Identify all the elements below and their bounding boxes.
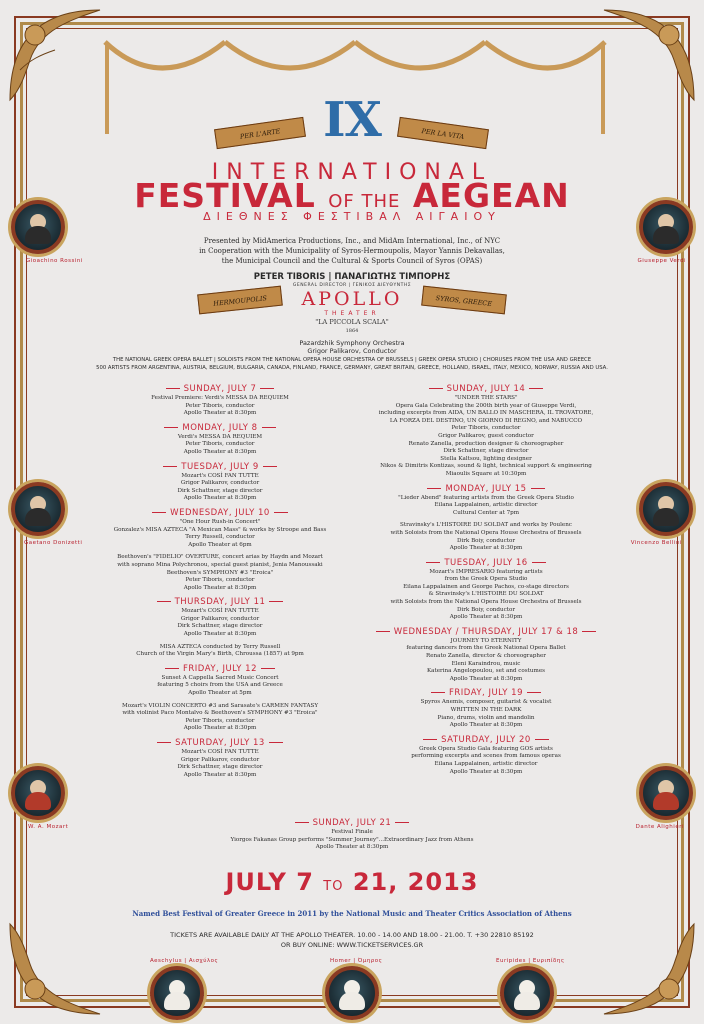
orchestra-conductor: Grigor Palikarov, Conductor (307, 347, 397, 355)
schedule-line: Renato Zanella, production designer & choreographer (408, 440, 564, 447)
schedule-line: Dirk Schattner, stage director (177, 764, 263, 771)
schedule-line: Festival Premiere: Verdi's MESSA DA REQUIEM (151, 395, 289, 401)
schedule-line: "Lieder Abend" featuring artists from the Greek Opera Studio (398, 494, 574, 501)
presented-line: in Cooperation with the Municipality of Syros-Hermoupolis, Mayor Yannis Dekavallas, (199, 247, 505, 255)
medallion-homer (325, 966, 379, 1020)
festival-dates (0, 868, 704, 896)
medallion-label-aeschylus: Aeschylus | Αισχύλος (150, 958, 219, 964)
schedule-day-heading: SATURDAY, JULY 13 (90, 738, 350, 749)
schedule-line: Dirk Schattner, stage director (177, 623, 263, 630)
schedule-line: with soprano Mina Polychronou, special guest pianist, Jenia Manoussaki (117, 561, 323, 568)
orchestra-name: Pazardzhik Symphony Orchestra (299, 339, 405, 347)
banner-per-la-vita: PER LA VITA (397, 117, 489, 149)
schedule-line: Apollo Theater at 8:30pm (183, 410, 257, 417)
medallion-alighieri (639, 766, 693, 820)
schedule-line: performing excerpts and scenes from famous operas (411, 753, 561, 760)
schedule-line: Peter Tiboris, conductor (185, 441, 255, 448)
schedule-line: WRITTEN IN THE DARK (450, 707, 522, 713)
schedule-line: Apollo Theater at 5pm (188, 690, 252, 697)
schedule-day-heading: THURSDAY, JULY 11 (90, 597, 350, 608)
schedule-line: "One Hour Rush-in Concert" (179, 518, 261, 525)
schedule-line: Apollo Theater at 8:30pm (183, 725, 257, 732)
schedule-day (90, 508, 350, 597)
schedule-line: Gonzalez's MISA AZTECA "A Mexican Mass" & works by Stroope and Bass (113, 526, 327, 533)
schedule-line: "UNDER THE STARS" (454, 395, 518, 401)
schedule-line: Katerina Angelopoulou, set and costumes (426, 668, 546, 675)
schedule-line: MISA AZTECA conducted by Terry Russell (159, 643, 281, 650)
schedule-day-heading: WEDNESDAY, JULY 10 (90, 508, 350, 519)
schedule-line: Apollo Theater at 8:30pm (183, 771, 257, 778)
medallion-bellini (639, 482, 693, 536)
schedule-day (90, 423, 350, 462)
medallion-label-bellini: Vincenzo Bellini (630, 540, 682, 546)
title-of-the: OF THE (328, 191, 401, 212)
schedule-line: Church of the Virgin Mary's Birth, Chroussa (1857) at 9pm (136, 651, 304, 658)
schedule-line: Apollo Theater at 8:30pm (183, 495, 257, 502)
award-text: Named Best Festival of Greater Greece in 2011 by the National Music and Theater Critics Association of Athens (132, 909, 572, 918)
schedule-day (356, 558, 616, 627)
schedule-line: Dirk Schattner, stage director (177, 487, 263, 494)
schedule-line: Apollo Theater at 8:30pm (449, 675, 523, 682)
apollo-scala: "LA PICCOLA SCALA" (315, 318, 389, 326)
schedule-line: Apollo Theater at 8:30pm (449, 545, 523, 552)
schedule-line: featuring dancers from the Greek National Opera Ballet (406, 645, 566, 652)
schedule-day (222, 818, 482, 857)
schedule-line: Peter Tiboris, conductor (451, 425, 521, 432)
schedule-line: Apollo Theater at 8:30pm (449, 768, 523, 775)
schedule-day-heading: TUESDAY, JULY 16 (356, 558, 616, 569)
tickets-line: OR BUY ONLINE: WWW.TICKETSERVICES.GR (280, 941, 424, 949)
schedule-right-column (356, 384, 616, 781)
schedule-line: Piano, drums, violin and mandolin (437, 714, 535, 721)
apollo-theater: THEATER (324, 310, 380, 317)
schedule-line: Eilana Lappalainen and George Pachos, co-stage directors (403, 583, 569, 590)
schedule-line: featuring 5 choirs from the USA and Greece (157, 682, 283, 689)
schedule-spacer (222, 852, 482, 857)
schedule-day-heading: SATURDAY, JULY 20 (356, 735, 616, 746)
schedule-line: Nikos & Dimitris Kontizas, sound & light, technical support & engineering (380, 463, 592, 470)
schedule-day (356, 484, 616, 558)
schedule-line: Festival Finale (331, 829, 373, 835)
schedule-line: Renato Zanella, director & choreographer (426, 653, 546, 660)
schedule-left-column (90, 384, 350, 784)
schedule-day (90, 738, 350, 784)
medallion-label-donizetti: Gaetano Donizetti (24, 540, 83, 546)
banner-hermoupolis: HERMOUPOLIS (197, 286, 283, 315)
schedule-line: with Soloists from the National Opera House Orchestra of Brussels (390, 599, 582, 606)
schedule-line: Greek Opera Studio Gala featuring GOS artists (419, 745, 553, 752)
schedule-day-heading: SUNDAY, JULY 7 (90, 384, 350, 395)
schedule-finale (222, 818, 482, 857)
schedule-day (356, 384, 616, 484)
schedule-line: Grigor Palikarov, conductor (180, 480, 260, 487)
schedule-line: LA FORZA DEL DESTINO, UN GIORNO DI REGNO, and NABUCCO (389, 417, 583, 424)
schedule-line: Cultural Center at 7pm (452, 509, 520, 516)
schedule-day (90, 384, 350, 423)
schedule-line: Peter Tiboris, conductor (185, 402, 255, 409)
schedule-line: Eleni Karaindrou, music (451, 660, 521, 667)
schedule-line: Grigor Palikarov, conductor (180, 756, 260, 763)
schedule-line: Terry Russell, conductor (185, 534, 255, 541)
medallion-label-alighieri: Dante Alighieri (635, 824, 684, 830)
artists-line: 500 ARTISTS FROM ARGENTINA, AUSTRIA, BELGIUM, BULGARIA, CANADA, FINLAND, FRANCE, GERMANY, GREAT BRITAIN, GREECE, HOLLAND, ISRAEL, ITALY, MEXICO, NORWAY, RUSSIA AND USA. (96, 364, 608, 371)
schedule-spacer (90, 779, 350, 784)
dates-to: 21, 2013 (352, 868, 479, 896)
schedule-line: Spyros Anemis, composer, guitarist & vocalist (420, 699, 552, 706)
schedule-line: Beethoven's "FIDELIO" OVERTURE, concert arias by Haydn and Mozart (117, 554, 323, 561)
schedule-spacer (356, 776, 616, 781)
banner-syros: SYROS, GREECE (421, 286, 507, 315)
presented-by (0, 236, 704, 266)
schedule-line: Mozart's COSÌ FAN TUTTE (181, 749, 259, 755)
schedule-line: Verdi's MESSA DA REQUIEM (177, 433, 263, 440)
schedule-day-heading: SUNDAY, JULY 14 (356, 384, 616, 395)
schedule-line: Dirk Schattner, stage director (443, 448, 529, 455)
tickets-info (0, 930, 704, 950)
title-festival-word: FESTIVAL (134, 176, 316, 215)
schedule-line: Mozart's COSÌ FAN TUTTE (181, 472, 259, 479)
schedule-line: Dirk Boiy, conductor (456, 606, 516, 613)
schedule-line: from the Greek Opera Studio (444, 576, 528, 583)
schedule-day-heading: MONDAY, JULY 8 (90, 423, 350, 434)
schedule-line: Mozart's IMPRESARIO featuring artists (429, 568, 543, 575)
banner-per-larte: PER L'ARTE (214, 117, 306, 149)
schedule-line: Beethoven's SYMPHONY #3 "Eroica" (166, 569, 274, 576)
schedule-line: Apollo Theater at 8:30pm (183, 584, 257, 591)
schedule-line: Miaoulis Square at 10:30pm (445, 470, 527, 477)
dates-from: JULY 7 (225, 868, 314, 896)
schedule-line: Apollo Theater at 8:30pm (449, 614, 523, 621)
medallion-donizetti (11, 482, 65, 536)
schedule-line: Sunset A Cappella Sacred Music Concert (161, 674, 279, 681)
schedule-day-heading: FRIDAY, JULY 19 (356, 688, 616, 699)
apollo-year: 1864 (345, 328, 359, 334)
schedule-line: Apollo Theater at 8:30pm (183, 448, 257, 455)
schedule-line: Apollo Theater at 8:30pm (449, 722, 523, 729)
schedule-day (90, 462, 350, 508)
presented-line: Presented by MidAmerica Productions, Inc., and MidAm International, Inc., of NYC (203, 237, 501, 245)
schedule-line: Stravinsky's L'HISTOIRE DU SOLDAT and works by Poulenc (400, 522, 572, 529)
orchestra-block (0, 339, 704, 355)
schedule-line: & Stravinsky's L'HISTOIRE DU SOLDAT (428, 591, 544, 598)
medallion-mozart (11, 766, 65, 820)
schedule-line: Apollo Theater at 6pm (188, 541, 252, 548)
schedule-day-heading: MONDAY, JULY 15 (356, 484, 616, 495)
schedule-line: JOURNEY TO ETERNITY (450, 637, 522, 644)
medallion-label-euripides: Euripides | Ευριπίδης (496, 958, 565, 964)
title-aegean: AEGEAN (412, 176, 570, 215)
schedule-line: Eilana Lappalainen, artistic director (434, 760, 538, 767)
schedule-day (356, 735, 616, 781)
schedule-day-heading: WEDNESDAY / THURSDAY, JULY 17 & 18 (356, 627, 616, 638)
schedule-line: Dirk Boiy, conductor (456, 537, 516, 544)
medallion-aeschylus (150, 966, 204, 1020)
schedule-line: Mozart's COSÌ FAN TUTTE (181, 608, 259, 615)
schedule-line: Grigor Palikarov, conductor (180, 615, 260, 622)
presented-line: the Municipal Council and the Cultural & Sports Council of Syros (OPAS) (221, 257, 483, 265)
schedule-line: with Soloists from the National Opera House Orchestra of Brussels (390, 529, 582, 536)
artists-line: THE NATIONAL GREEK OPERA BALLET | SOLOISTS FROM THE NATIONAL OPERA HOUSE ORCHESTRA OF BRUSSELS | GREEK OPERA STUDIO | CHORUSES FROM THE USA AND GREECE (112, 357, 592, 363)
schedule-line: Peter Tiboris, conductor (185, 717, 255, 724)
general-director-sub: GENERAL DIRECTOR | ΓΕΝΙΚΟΣ ΔΙΕΥΘΥΝΤΗΣ (292, 283, 412, 288)
schedule-line: Mozart's VIOLIN CONCERTO #3 and Sarasate's CARMEN FANTASY (121, 702, 319, 709)
medallion-label-mozart: W. A. Mozart (28, 824, 69, 830)
title-greek: ΔΙΕΘΝΕΣ ΦΕΣΤΙΒΑΛ ΑΙΓΑΙΟΥ (203, 210, 501, 223)
edition-numeral: IX (323, 92, 381, 148)
schedule-line: Opera Gala Celebrating the 200th birth year of Giuseppe Verdi, (395, 402, 577, 409)
schedule-line: Apollo Theater at 8:30pm (315, 844, 389, 851)
schedule-day-heading: SUNDAY, JULY 21 (222, 818, 482, 829)
schedule-day (356, 627, 616, 689)
schedule-day (90, 664, 350, 738)
schedule-line: including excerpts from AIDA, UN BALLO IN MASCHERA, IL TROVATORE, (378, 410, 594, 417)
schedule-line: Grigor Palikarov, guest conductor (438, 432, 534, 439)
medallion-euripides (500, 966, 554, 1020)
dates-to-word: TO (323, 879, 344, 894)
title-international: INTERNATIONAL (211, 160, 493, 185)
schedule-line: Yiorgos Fakanas Group performs "Summer Journey"...Extraordinary Jazz from Athens (230, 836, 474, 843)
medallion-label-rossini: Gioachino Rossini (26, 258, 83, 264)
medallion-label-verdi: Giuseppe Verdi (637, 258, 686, 264)
schedule-day-heading: TUESDAY, JULY 9 (90, 462, 350, 473)
apollo-title: APOLLO (301, 288, 403, 310)
general-director: PETER TIBORIS | ΠΑΝΑΓΙΩΤΗΣ ΤΙΜΠΟΡΗΣ (253, 272, 451, 282)
schedule-day-heading: FRIDAY, JULY 12 (90, 664, 350, 675)
schedule-line: Peter Tiboris, conductor (185, 577, 255, 584)
schedule-line: Stella Kaltsou, lighting designer (440, 455, 532, 462)
tickets-line: TICKETS ARE AVAILABLE DAILY AT THE APOLLO THEATER. 10.00 - 14.00 AND 18.00 - 21.00. T. +30 22810 85192 (170, 931, 534, 939)
schedule-day (356, 688, 616, 734)
medallion-label-homer: Homer | Όμηρος (330, 958, 383, 964)
schedule-line: Apollo Theater at 8:30pm (183, 631, 257, 638)
schedule-line: with violinist Paco Montalvo & Beethoven's SYMPHONY #3 "Eroica" (122, 710, 318, 717)
artists-block (0, 357, 704, 372)
schedule-day (90, 597, 350, 664)
schedule-line: Eilana Lappalainen, artistic director (434, 502, 538, 509)
